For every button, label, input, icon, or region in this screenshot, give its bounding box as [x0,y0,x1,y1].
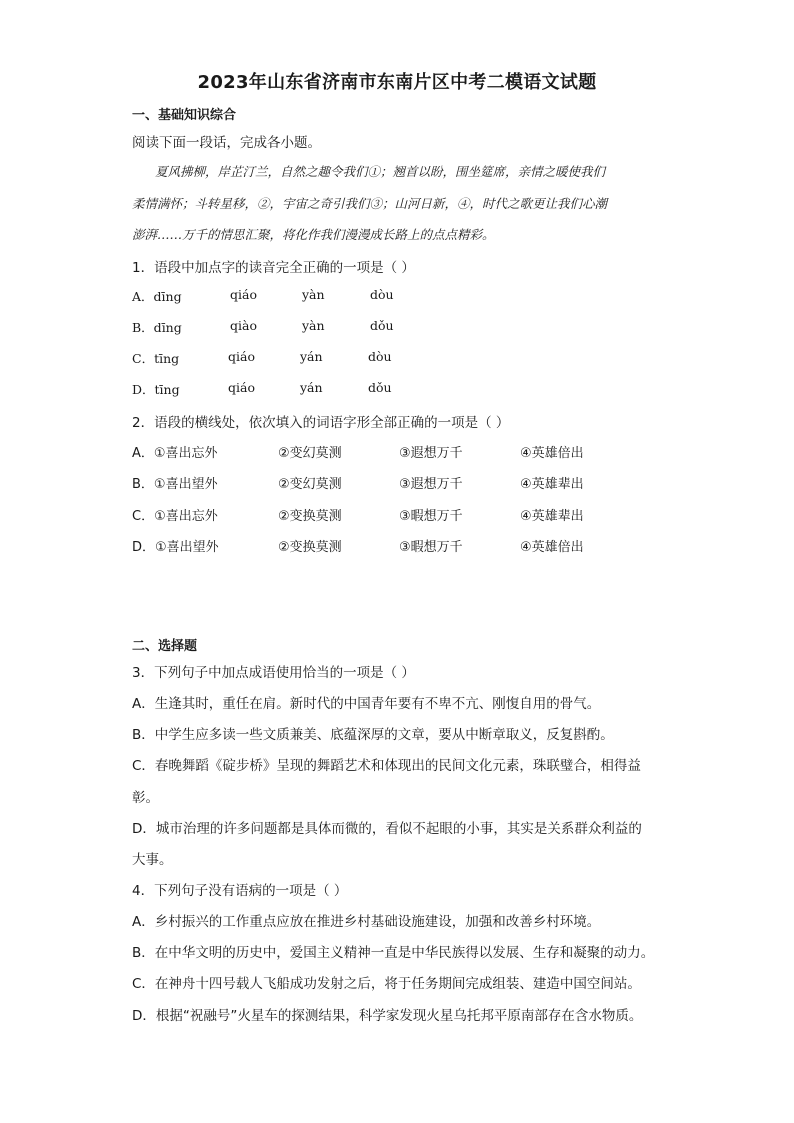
section-heading-choice: 二、选择题 [132,639,198,654]
q1-option-b-4: dǒu [370,318,394,333]
q3-option-d[interactable]: D．城市治理的许多问题都是具体而微的，看似不起眼的小事，其实是关系群众利益的 [132,821,642,837]
q2-option-c-3: ③暇想万千 [399,509,463,524]
reading-instruction: 阅读下面一段话，完成各小题。 [132,135,321,151]
q2-option-b-2: ②变幻莫测 [278,477,342,492]
q2-option-d-3: ③暇想万千 [399,540,463,555]
q1-option-c-2: qiáo [228,349,255,364]
q2-option-c-4: ④英雄辈出 [520,509,584,524]
section-heading-basic: 一、基础知识综合 [132,108,237,123]
q2-option-b-4: ④英雄辈出 [520,477,584,492]
q1-option-d-1: D．tīng [132,382,180,397]
q1-option-b-1: B．dīng [132,320,182,335]
q4-option-c[interactable]: C．在神舟十四号载人飞船成功发射之后，将于任务期间完成组装、建造中国空间站。 [132,976,641,992]
q3-option-d-cont: 大事。 [132,852,173,868]
question-2-stem: 2．语段的横线处，依次填入的词语字形全部正确的一项是（ ） [132,415,510,431]
passage-line-2: 柔情满怀；斗转星移，②，宇宙之奇引我们③；山河日新，④，时代之歌更让我们心潮 [132,196,608,211]
q4-option-a[interactable]: A．乡村振兴的工作重点应放在推进乡村基础设施建设，加强和改善乡村环境。 [132,914,601,930]
q1-option-d-2: qiáo [228,380,255,395]
q2-option-a-1: A．①喜出忘外 [132,446,218,461]
q3-option-a[interactable]: A．生逢其时，重任在肩。新时代的中国青年要有不卑不亢、刚愎自用的骨气。 [132,696,601,712]
q1-option-a-3: yàn [302,287,325,302]
q1-option-d-4: dǒu [368,380,392,395]
q2-option-d-4: ④英雄倍出 [520,540,584,555]
q1-option-a-2: qiáo [230,287,257,302]
q3-option-c[interactable]: C．春晚舞蹈《碇步桥》呈现的舞蹈艺术和体现出的民间文化元素，珠联璧合，相得益 [132,758,641,774]
q1-option-a-1: A．dīng [132,289,182,304]
q4-option-d[interactable]: D．根据“祝融号”火星车的探测结果，科学家发现火星乌托邦平原南部存在含水物质。 [132,1008,643,1024]
q2-option-c-2: ②变换莫测 [278,509,342,524]
q1-option-c-1: C．tīng [132,351,180,366]
question-1-stem: 1．语段中加点字的读音完全正确的一项是（ ） [132,260,415,276]
q4-option-b[interactable]: B．在中华文明的历史中，爱国主义精神一直是中华民族得以发展、生存和凝聚的动力。 [132,945,655,961]
question-4-stem: 4．下列句子没有语病的一项是（ ） [132,883,348,899]
q1-option-b-3: yàn [302,318,325,333]
q1-option-b-2: qiào [230,318,257,333]
q1-option-c-3: yán [300,349,323,364]
q2-option-a-2: ②变幻莫测 [278,446,342,461]
q2-option-b-1: B．①喜出望外 [132,477,218,492]
q2-option-d-1: D．①喜出望外 [132,540,219,555]
q2-option-b-3: ③遐想万千 [399,477,463,492]
page-title: 2023年山东省济南市东南片区中考二模语文试题 [197,72,597,93]
q2-option-a-3: ③遐想万千 [399,446,463,461]
q2-option-a-4: ④英雄倍出 [520,446,584,461]
passage-line-3: 澎湃……万千的情思汇聚，将化作我们漫漫成长路上的点点精彩。 [132,227,495,242]
passage-line-1: 夏风拂柳，岸芷汀兰，自然之趣令我们①；翘首以盼，围坐筵席，亲情之暖使我们 [155,164,606,179]
q1-option-a-4: dòu [370,287,394,302]
q3-option-c-cont: 彰。 [132,790,159,806]
q3-option-b[interactable]: B．中学生应多读一些文质兼美、底蕴深厚的文章，要从中断章取义，反复斟酌。 [132,727,614,743]
q1-option-d-3: yán [300,380,323,395]
q2-option-d-2: ②变换莫测 [278,540,342,555]
q1-option-c-4: dòu [368,349,392,364]
question-3-stem: 3．下列句子中加点成语使用恰当的一项是（ ） [132,665,415,681]
q2-option-c-1: C．①喜出忘外 [132,509,218,524]
